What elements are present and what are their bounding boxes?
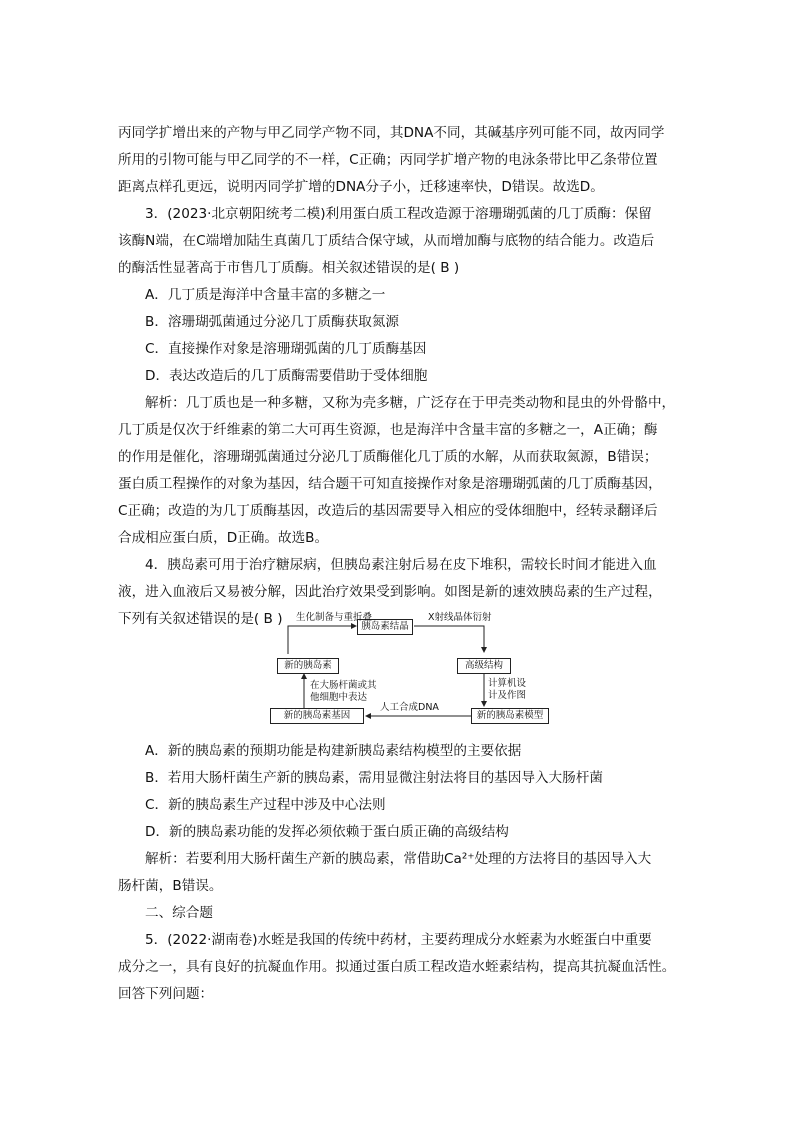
label-express-2: 他细胞中表达 bbox=[310, 692, 368, 703]
label-express-1: 在大肠杆菌或其 bbox=[310, 680, 377, 691]
text-line: 肠杆菌，B错误。 bbox=[118, 878, 223, 894]
text-line: C正确；改造的为几丁质酶基因，改造后的基因需要导入相应的受体细胞中，经转录翻译后 bbox=[118, 503, 658, 519]
text-line: 的酶活性显著高于市售几丁质酶。相关叙述错误的是( B ) bbox=[118, 260, 460, 276]
insulin-production-diagram bbox=[268, 612, 544, 732]
option-a: A．新的胰岛素的预期功能是构建新胰岛素结构模型的主要依据 bbox=[145, 743, 522, 759]
text-line: 丙同学扩增出来的产物与甲乙同学产物不同，其DNA不同，其碱基序列可能不同，故丙同学 bbox=[118, 125, 665, 141]
label-biochem-refold: 生化制备与重折叠 bbox=[296, 612, 373, 623]
text-line: 回答下列问题： bbox=[118, 986, 214, 1002]
box-new-insulin-model: 新的胰岛素模型 bbox=[471, 708, 549, 724]
text-line: 合成相应蛋白质，D正确。故选B。 bbox=[118, 530, 329, 546]
analysis-label: 解析：若要利用大肠杆菌生产新的胰岛素，常借助Ca²⁺处理的方法将目的基因导入大 bbox=[145, 851, 652, 867]
text-line: 成分之一，具有良好的抗凝血作用。拟通过蛋白质工程改造水蛭素结构，提高其抗凝血活性。 bbox=[118, 959, 676, 975]
box-insulin-crystal: 胰岛素结晶 bbox=[357, 619, 413, 635]
label-xray: X射线晶体衍射 bbox=[428, 612, 492, 623]
option-b: B．若用大肠杆菌生产新的胰岛素，需用显微注射法将目的基因导入大肠杆菌 bbox=[145, 770, 603, 786]
label-computer-1: 计算机设 bbox=[488, 678, 527, 689]
option-d: D．新的胰岛素功能的发挥必须依赖于蛋白质正确的高级结构 bbox=[145, 824, 509, 840]
question-3-stem: 3．(2023·北京朝阳统考二模)利用蛋白质工程改造源于溶珊瑚弧菌的几丁质酶：保留 bbox=[145, 206, 652, 222]
text-line: 距离点样孔更远，说明丙同学扩增的DNA分子小，迁移速率快，D错误。故选D。 bbox=[118, 179, 604, 195]
box-new-insulin-gene: 新的胰岛素基因 bbox=[270, 708, 364, 724]
text-line: 液，进入血液后又易被分解，因此治疗效果受到影响。如图是新的速效胰岛素的生产过程， bbox=[118, 584, 662, 600]
section-heading: 二、综合题 bbox=[145, 905, 213, 921]
analysis-label: 解析：几丁质也是一种多糖，又称为壳多糖，广泛存在于甲壳类动物和昆虫的外骨骼中， bbox=[145, 395, 676, 411]
arrow-new-to-crystal bbox=[288, 626, 356, 654]
box-new-insulin: 新的胰岛素 bbox=[277, 658, 339, 674]
question-3 bbox=[118, 201, 678, 552]
text-line: 该酶N端，在C端增加陆生真菌几丁质结合保守域，从而增加酶与底物的结合能力。改造后 bbox=[118, 233, 655, 249]
text-line: 的作用是催化，溶珊瑚弧菌通过分泌几丁质酶催化几丁质的水解，从而获取氮源，B错误； bbox=[118, 449, 658, 465]
text-line: 所用的引物可能与甲乙同学的不一样，C正确；丙同学扩增产物的电泳条带比甲乙条带位置 bbox=[118, 152, 658, 168]
option-d: D．表达改造后的几丁质酶需要借助于受体细胞 bbox=[145, 368, 428, 384]
question-4-stem: 4．胰岛素可用于治疗糖尿病，但胰岛素注射后易在皮下堆积，需较长时间才能进入血 bbox=[145, 557, 657, 573]
option-b: B．溶珊瑚弧菌通过分泌几丁质酶获取氮源 bbox=[145, 314, 400, 330]
option-c: C．新的胰岛素生产过程中涉及中心法则 bbox=[145, 797, 386, 813]
box-high-structure: 高级结构 bbox=[457, 658, 511, 674]
option-c: C．直接操作对象是溶珊瑚弧菌的几丁质酶基因 bbox=[145, 341, 427, 357]
option-a: A．几丁质是海洋中含量丰富的多糖之一 bbox=[145, 287, 386, 303]
text-line: 几丁质是仅次于纤维素的第二大可再生资源，也是海洋中含量丰富的多糖之一，A正确；酶 bbox=[118, 422, 658, 438]
text-line: 蛋白质工程操作的对象为基因，结合题干可知直接操作对象是溶珊瑚弧菌的几丁质酶基因， bbox=[118, 476, 662, 492]
question-4-options bbox=[118, 738, 678, 1008]
continued-analysis bbox=[118, 120, 678, 201]
label-computer-2: 计及作图 bbox=[488, 690, 527, 701]
arrow-crystal-to-high bbox=[414, 626, 484, 652]
question-5-stem: 5．(2022·湖南卷)水蛭是我国的传统中药材，主要药理成分水蛭素为水蛭蛋白中重要 bbox=[145, 932, 652, 948]
label-artificial-dna: 人工合成DNA bbox=[380, 702, 439, 713]
text-line: 下列有关叙述错误的是( B ) bbox=[118, 611, 283, 627]
